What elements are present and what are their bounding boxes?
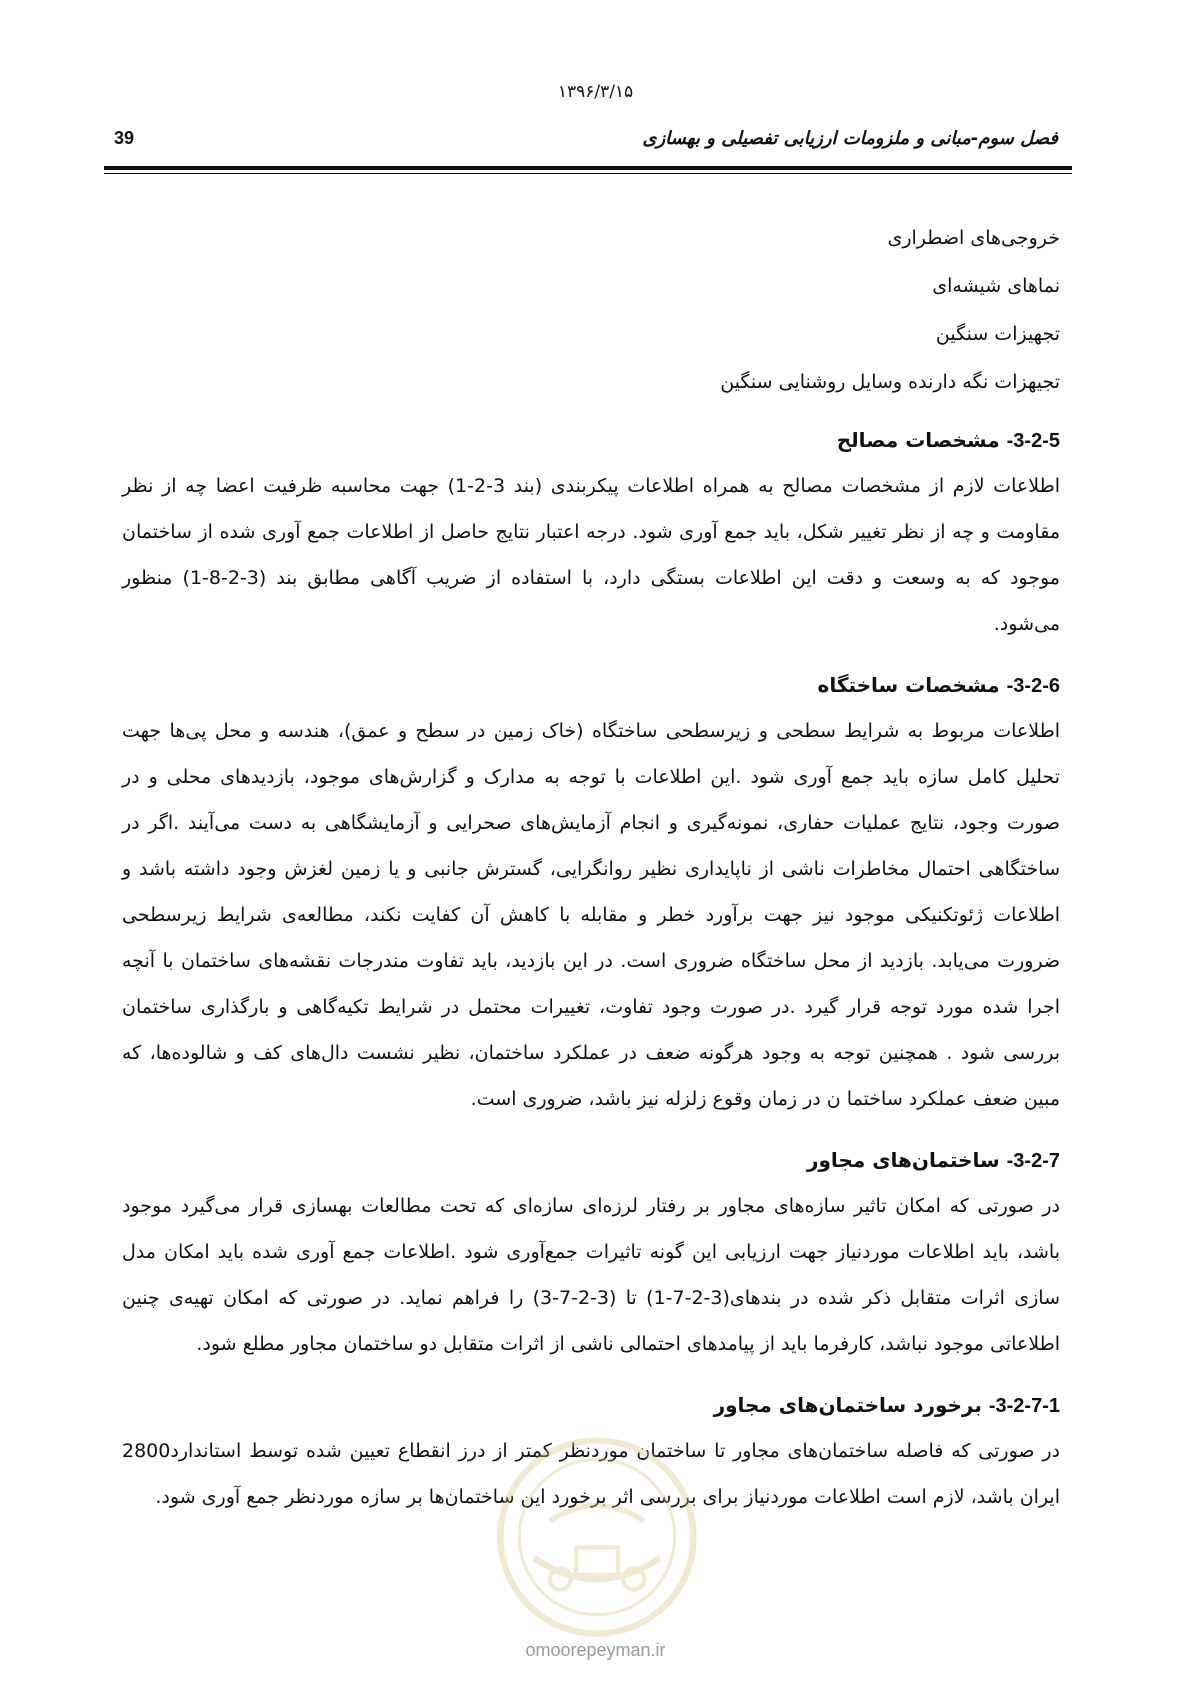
section-paragraph: اطلاعات لازم از مشخصات مصالح به همراه اطلاعات پیکربندی (بند 3-2-1) جهت محاسبه ظرفیت اعضا چه از نظر مقاومت و چه از نظر تغییر شکل، باید جمع آوری شود. درجه اعتبار نتایج حاصل از اطلاعات جمع آوری شده از ساختمان موجود که به وسعت و دقت این اطلاعات بستگی دارد، با استفاده از ضریب آگاهی مطابق بند (3-2-8-1) منظور می‌شود. [122, 475, 1060, 635]
header-rule-thin [104, 173, 1072, 174]
section-adjacent-buildings [122, 1148, 1060, 1367]
section-heading [122, 1393, 1060, 1418]
main-content [122, 214, 1060, 1520]
section-materials [122, 428, 1060, 647]
document-date: ۱۳۹۶/۳/۱۵ [557, 82, 634, 102]
section-number: 3-2-6- [1006, 675, 1060, 697]
list-item: نماهای شیشه‌ای [932, 275, 1060, 297]
section-title: مشخصات مصالح [836, 428, 1000, 452]
section-paragraph: در صورتی که فاصله ساختمان‌های مجاور تا ساختمان موردنظر کمتر از درز انقطاع تعیین شده توسط استاندارد2800 ایران باشد، لازم است اطلاعات موردنیاز برای بررسی اثر برخورد این ساختمان‌ها بر سازه موردنظر جمع آوری شود. [122, 1440, 1060, 1508]
section-title: برخورد ساختمان‌های مجاور [713, 1393, 982, 1417]
section-number: 3-2-7-1- [988, 1395, 1060, 1417]
chapter-title: فصل سوم-مبانی و ملزومات ارزیابی تفصیلی و بهسازی [642, 128, 1058, 149]
page-number: 39 [114, 128, 135, 148]
section-paragraph: در صورتی که امکان تاثیر سازه‌های مجاور بر رفتار لرزه‌ای سازه‌ای که تحت مطالعات بهسازی قرار می‌گیرد موجود باشد، باید اطلاعات موردنیاز جهت ارزیابی این گونه تاثیرات جمع‌آوری شود .اطلاعات جمع آوری شده باید امکان مدل سازی اثرات متقابل ذکر شده در بندهای(3-2-7-1) تا (3-2-7-3) را فراهم نماید. در صورتی که امکان تهیه‌ی چنین اطلاعاتی موجود نباشد، کارفرما باید از پیامدهای احتمالی ناشی از اثرات متقابل دو ساختمان مجاور مطلع شود. [122, 1195, 1060, 1355]
section-title: مشخصات ساختگاه [817, 673, 1000, 697]
section-paragraph: اطلاعات مربوط به شرایط سطحی و زیرسطحی ساختگاه (خاک زمین در سطح و عمق)، هندسه و محل پی‌ها جهت تحلیل کامل سازه باید جمع آوری شود .این اطلاعات با توجه به مدارک و گزارش‌های موجود، بازدیدهای محلی و در صورت وجود، نتایج عملیات حفاری، نمونه‌گیری و انجام آزمایش‌های صحرایی و آزمایشگاهی به دست می‌آیند .اگر در ساختگاهی احتمال مخاطرات ناشی از ناپایداری نظیر روانگرایی، گسترش جانبی و یا زمین لغزش وجود داشته باشد و اطلاعات ژئوتکنیکی موجود نیز جهت برآورد خطر و مقابله با کاهش آن کفایت نکند، مطالعه‌ی شرایط زیرسطحی ضرورت می‌یابد. بازدید از محل ساختگاه ضروری است. در این بازدید، باید تفاوت مندرجات نقشه‌های ساختمان با آنچه اجرا شده مورد توجه قرار گیرد .در صورت وجود تفاوت، تغییرات محتمل در شرایط تکیه‌گاهی و بارگذاری ساختمان بررسی شود . همچنین توجه به وجود هرگونه ضعف در عملکرد ساختمان، نظیر نشست دال‌های کف و شالوده‌ها، که مبین ضعف عملکرد ساختما ن در زمان وقوع زلزله نیز باشد، ضروری است. [122, 720, 1060, 1110]
section-number: 3-2-5- [1006, 430, 1060, 452]
header-rule-thick [104, 166, 1072, 170]
list-item: خروجی‌های اضطراری [887, 227, 1060, 249]
list-item: تجهیزات سنگین [935, 323, 1060, 345]
watermark-seal-icon [492, 1432, 702, 1642]
section-site [122, 673, 1060, 1122]
section-title: ساختمان‌های مجاور [806, 1148, 1000, 1172]
page-header [104, 122, 1064, 162]
section-number: 3-2-7- [1006, 1150, 1060, 1172]
list-item: تجیهزات نگه دارنده وسایل روشنایی سنگین [720, 371, 1060, 393]
item-list [122, 214, 1060, 406]
section-heading [122, 428, 1060, 453]
watermark-site: omoorepeyman.ir [525, 1640, 666, 1660]
section-heading [122, 673, 1060, 698]
section-heading [122, 1148, 1060, 1173]
